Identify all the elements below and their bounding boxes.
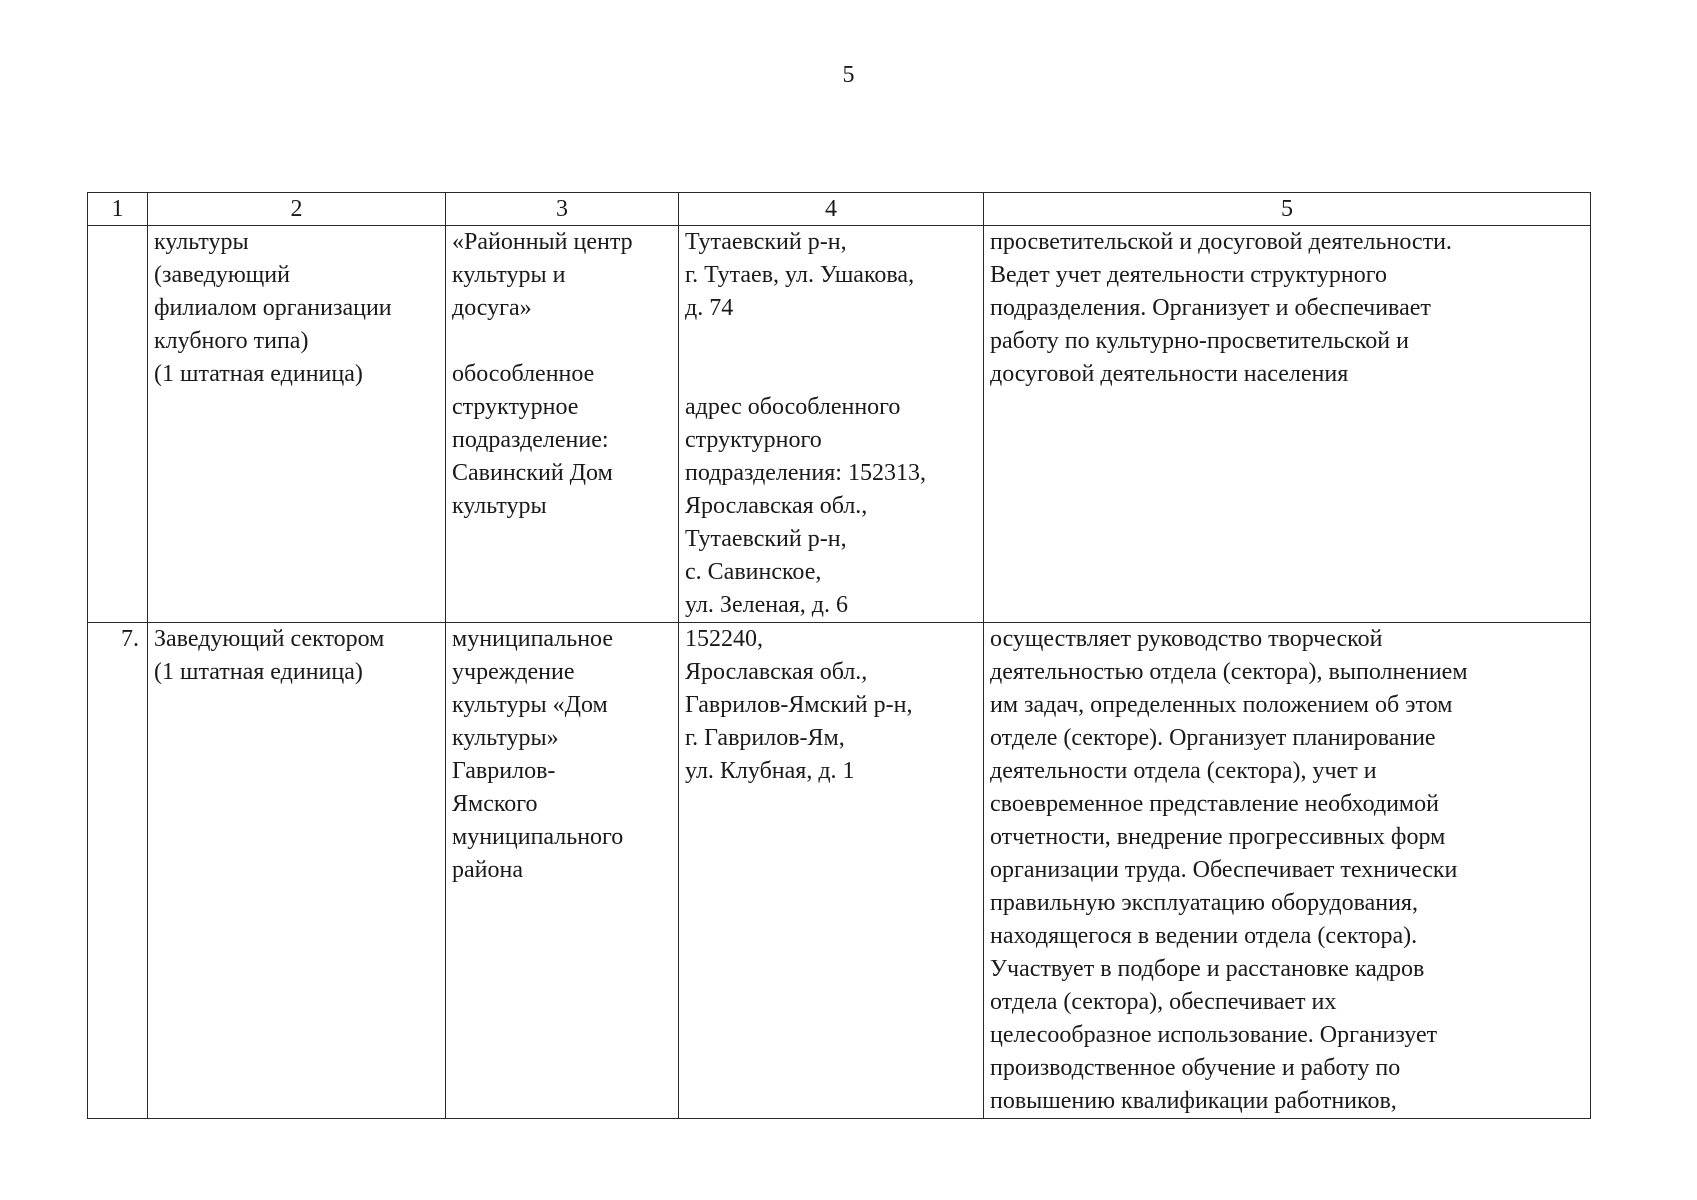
header-col-4: 4 <box>679 193 984 226</box>
header-col-2: 2 <box>148 193 446 226</box>
position-cell: культуры (заведующий филиалом организации клубного типа) (1 штатная единица) <box>148 226 446 623</box>
header-col-5: 5 <box>984 193 1591 226</box>
row-number <box>88 226 148 623</box>
table-header-row <box>88 193 1591 226</box>
header-col-1: 1 <box>88 193 148 226</box>
address-cell: 152240, Ярославская обл., Гаврилов-Ямский р-н, г. Гаврилов-Ям, ул. Клубная, д. 1 <box>679 623 984 1119</box>
row-number: 7. <box>88 623 148 1119</box>
table-row <box>88 226 1591 623</box>
table-row <box>88 623 1591 1119</box>
organization-cell: «Районный центр культуры и досуга» обособленное структурное подразделение: Савинский Дом культуры <box>446 226 679 623</box>
organization-cell: муниципальное учреждение культуры «Дом культуры» Гаврилов- Ямского муниципального района <box>446 623 679 1119</box>
page-number: 5 <box>842 62 855 88</box>
position-cell: Заведующий сектором (1 штатная единица) <box>148 623 446 1119</box>
address-cell: Тутаевский р-н, г. Тутаев, ул. Ушакова, д. 74 адрес обособленного структурного подразделения: 152313, Ярославская обл., Тутаевский р-н, с. Савинское, ул. Зеленая, д. 6 <box>679 226 984 623</box>
duties-cell: просветительской и досуговой деятельности. Ведет учет деятельности структурного подразделения. Организует и обеспечивает работу по культурно-просветительской и досуговой деятельности населения <box>984 226 1591 623</box>
header-col-3: 3 <box>446 193 679 226</box>
duties-cell: осуществляет руководство творческой деятельностью отдела (сектора), выполнением им задач, определенных положением об этом отделе (секторе). Организует планирование деятельности отдела (сектора), учет и своевременное представление необходимой отчетности, внедрение прогрессивных форм организации труда. Обеспечивает технически правильную эксплуатацию оборудования, находящегося в ведении отдела (сектора). Участвует в подборе и расстановке кадров отдела (сектора), обеспечивает их целесообразное использование. Организует производственное обучение и работу по повышению квалификации работников, <box>984 623 1591 1119</box>
staff-table <box>87 192 1591 1119</box>
